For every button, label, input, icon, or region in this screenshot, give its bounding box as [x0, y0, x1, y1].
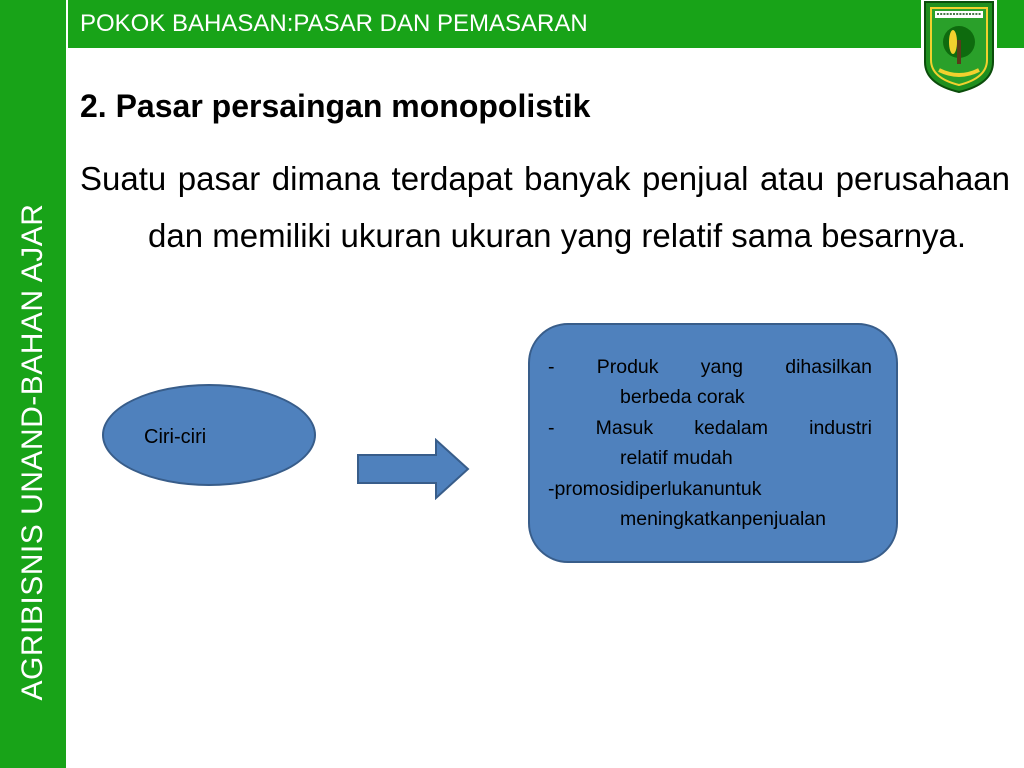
- item-continuation: berbeda corak: [620, 386, 745, 408]
- item-word: Produk: [596, 356, 659, 378]
- definition-paragraph: Suatu pasar dimana terdapat banyak penjual atau perusahaan dan memiliki ukuran ukuran yang relatif sama besarnya.: [80, 160, 1010, 254]
- item-word: -: [548, 356, 555, 378]
- characteristic-item: [548, 352, 872, 412]
- item-word: industri: [809, 417, 872, 439]
- characteristic-item: [548, 474, 872, 534]
- university-logo: [921, 0, 997, 94]
- item-word: yang: [700, 356, 744, 378]
- sidebar-band: [0, 0, 68, 768]
- item-word: -: [548, 417, 555, 439]
- ellipse-label: Ciri-ciri: [144, 426, 207, 448]
- item-word: dihasilkan: [785, 356, 872, 378]
- item-word: kedalam: [694, 417, 768, 439]
- item-word: Masuk: [595, 417, 654, 439]
- item-continuation: meningkatkanpenjualan: [620, 508, 826, 530]
- header-divider: [68, 48, 1024, 50]
- header-title: POKOK BAHASAN:PASAR DAN PEMASARAN: [80, 10, 588, 37]
- right-arrow-icon: [356, 438, 470, 500]
- characteristic-item: [548, 413, 872, 473]
- item-continuation: relatif mudah: [620, 447, 733, 469]
- ciri-ciri-ellipse: [102, 384, 316, 486]
- sidebar-label: AGRIBISNIS UNAND-BAHAN AJAR: [16, 203, 49, 701]
- item-word: -promosidiperlukanuntuk: [548, 478, 762, 500]
- section-heading: 2. Pasar persaingan monopolistik: [80, 88, 591, 124]
